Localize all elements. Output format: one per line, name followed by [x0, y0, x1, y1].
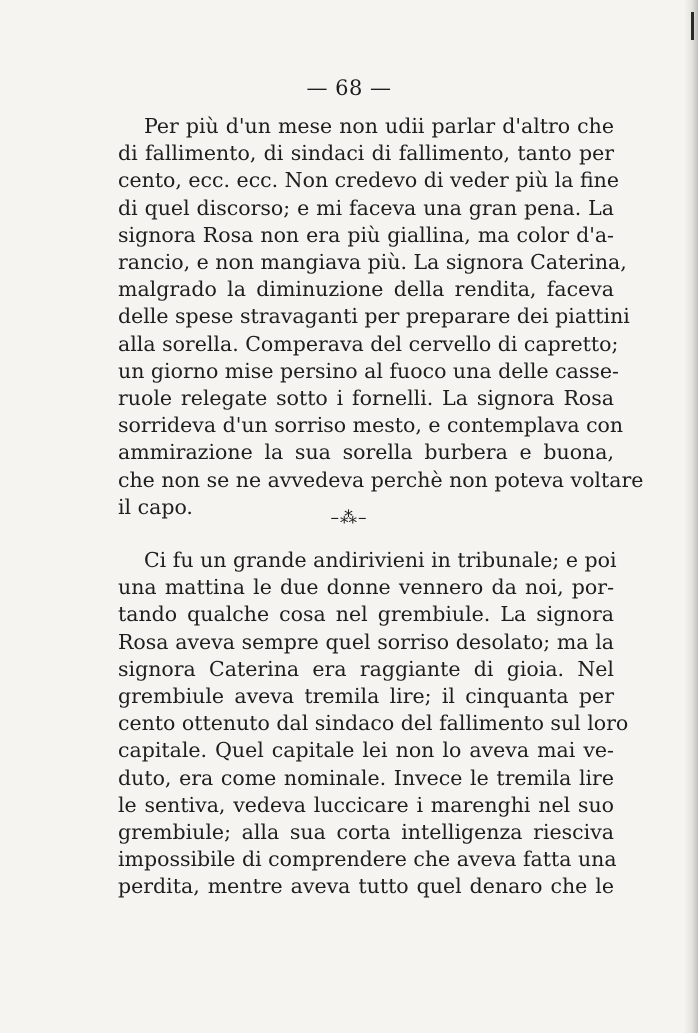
paragraph-1 [118, 113, 644, 521]
text-line: di fallimento, di sindaci di fallimento, tanto per [118, 141, 614, 166]
paragraph-2 [118, 547, 629, 901]
text-line: ammirazione la sua sorella burbera e buona, [118, 440, 614, 465]
text-line: Per più d'un mese non udii parlar d'altro che [144, 114, 614, 138]
text-line: Ci fu un grande andirivieni in tribunale; e poi [144, 548, 617, 572]
section-divider-ornament: –⁂– [330, 508, 368, 528]
text-line: cento, ecc. ecc. Non credevo di veder più la fine [118, 168, 619, 193]
text-line: che non se ne avvedeva perchè non poteva voltare [118, 467, 644, 492]
text-line: perdita, mentre aveva tutto quel denaro che le [118, 874, 614, 899]
text-line: cento ottenuto dal sindaco del fallimento sul loro [118, 711, 629, 736]
text-line: di quel discorso; e mi faceva una gran pena. La [118, 195, 614, 220]
text-line: capitale. Quel capitale lei non lo aveva mai ve- [118, 738, 614, 763]
text-line: delle spese stravaganti per preparare dei piattini [118, 304, 630, 329]
text-line: rancio, e non mangiava più. La signora Caterina, [118, 250, 627, 275]
text-line: tando qualche cosa nel grembiule. La signora [118, 602, 614, 627]
text-line: sorrideva d'un sorriso mesto, e contemplava con [118, 413, 624, 438]
text-line: signora Caterina era raggiante di gioia. Nel [118, 656, 614, 681]
scan-mark [691, 12, 694, 40]
text-line: grembiule; alla sua corta intelligenza riesciva [118, 820, 614, 845]
text-line: Rosa aveva sempre quel sorriso desolato; ma la [118, 629, 614, 654]
text-line: un giorno mise persino al fuoco una delle casse- [118, 358, 619, 383]
text-line: grembiule aveva tremila lire; il cinquanta per [118, 684, 614, 709]
text-line: malgrado la diminuzione della rendita, faceva [118, 277, 614, 302]
page-number: — 68 — [306, 76, 392, 100]
text-line: il capo. [118, 494, 193, 519]
text-line: signora Rosa non era più giallina, ma color d'a- [118, 222, 614, 247]
text-line: alla sorella. Comperava del cervello di capretto; [118, 331, 619, 356]
text-line: impossibile di comprendere che aveva fatta una [118, 847, 617, 872]
text-line: ruole relegate sotto i fornelli. La signora Rosa [118, 386, 614, 411]
text-line: le sentiva, vedeva luccicare i marenghi nel suo [118, 792, 614, 817]
text-line: duto, era come nominale. Invece le tremila lire [118, 765, 614, 790]
text-line: una mattina le due donne vennero da noi, por- [118, 575, 614, 600]
